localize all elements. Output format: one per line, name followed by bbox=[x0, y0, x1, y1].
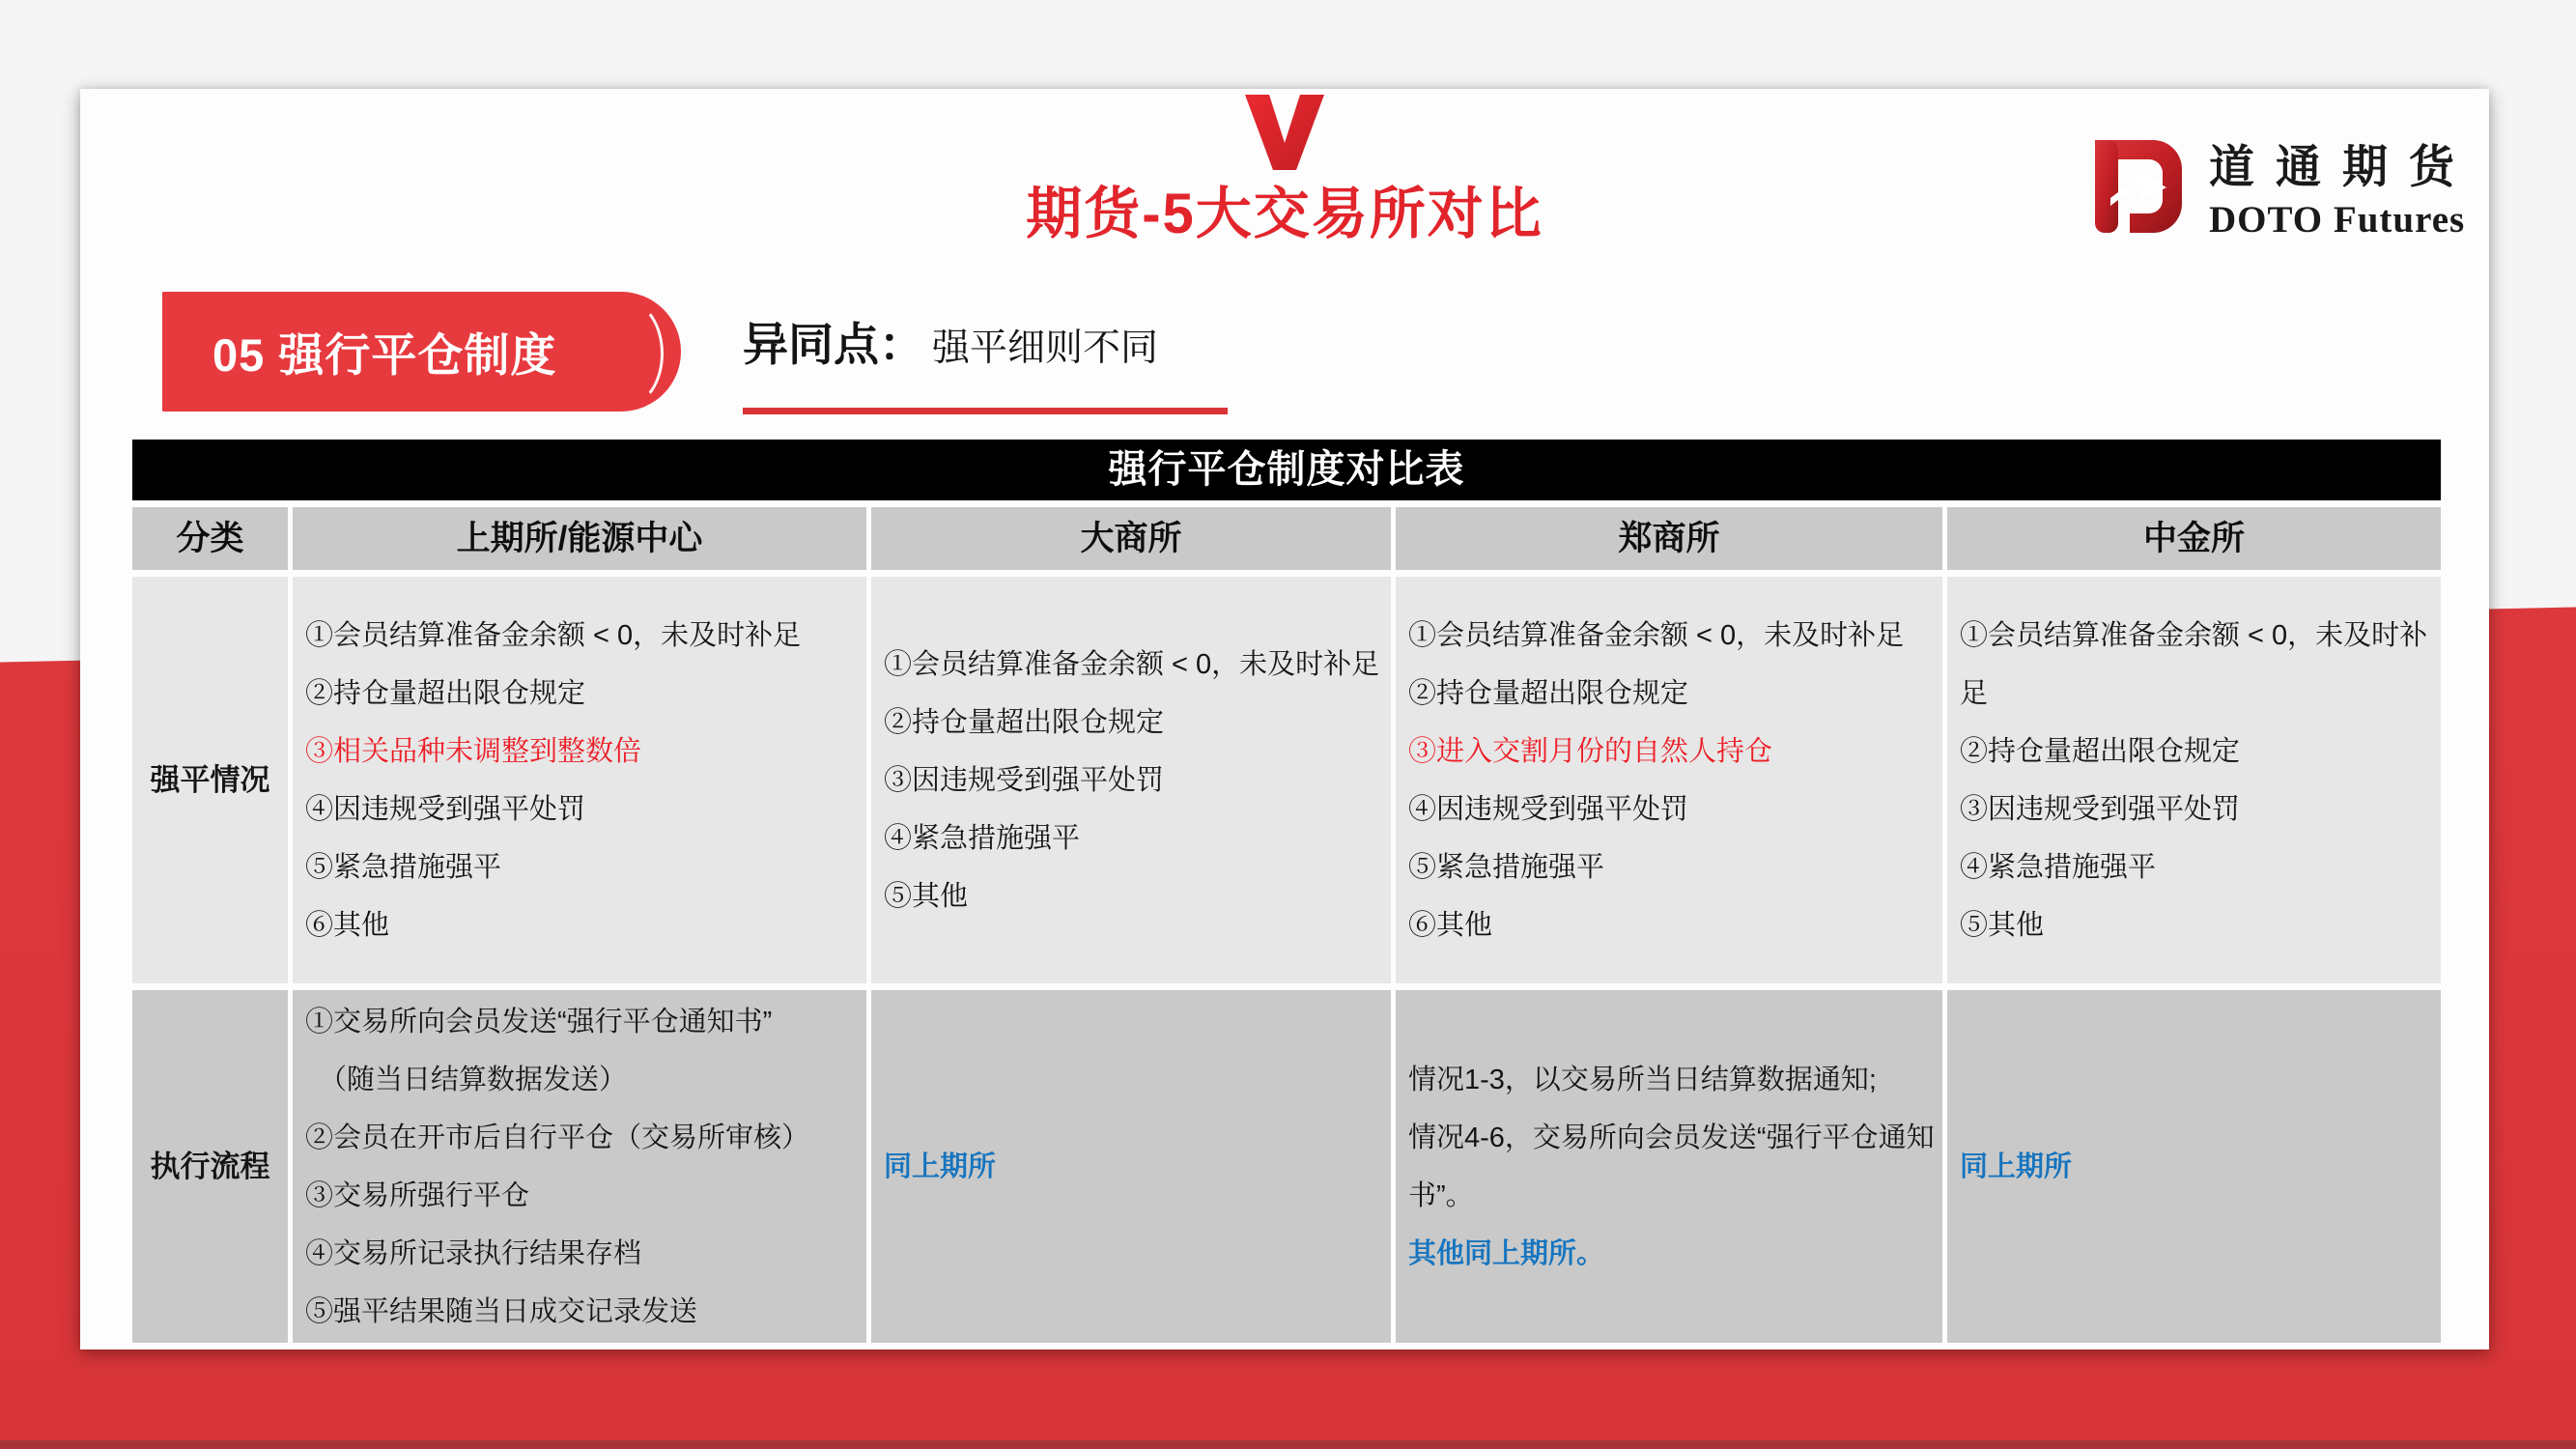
column-header-dce: 大商所 bbox=[871, 507, 1391, 570]
list-item-highlight: ③进入交割月份的自然人持仓 bbox=[1408, 735, 1773, 767]
row-label-situations: 强平情况 bbox=[132, 577, 288, 983]
background-bottom-strip bbox=[0, 1440, 2576, 1449]
list-item: ③因违规受到强平处罚 bbox=[884, 764, 1165, 796]
subtitle-underline bbox=[743, 408, 1228, 414]
cell-cffex-process bbox=[1947, 990, 2441, 1343]
list-item: ④紧急措施强平 bbox=[884, 822, 1081, 854]
list-item: ②持仓量超出限仓规定 bbox=[1960, 735, 2241, 767]
subtitle bbox=[743, 309, 1158, 374]
list-item: ②持仓量超出限仓规定 bbox=[1408, 677, 1689, 709]
same-as-shfe-note: 同上期所 bbox=[884, 1151, 997, 1182]
column-header-cffex: 中金所 bbox=[1947, 507, 2441, 570]
list-item: ①会员结算准备金余额 < 0，未及时补足 bbox=[1408, 619, 1905, 651]
list-item: ④因违规受到强平处罚 bbox=[1408, 793, 1689, 825]
same-as-shfe-note: 其他同上期所。 bbox=[1408, 1237, 1605, 1269]
list-item: （随当日结算数据发送） bbox=[319, 1064, 628, 1095]
list-item: ②持仓量超出限仓规定 bbox=[884, 706, 1165, 738]
comparison-table bbox=[132, 440, 2441, 1343]
list-item: ④因违规受到强平处罚 bbox=[305, 793, 586, 825]
cell-cffex-situations bbox=[1947, 577, 2441, 983]
logo-text bbox=[2209, 131, 2476, 242]
subtitle-label: 异同点： bbox=[743, 319, 924, 370]
list-item: ③因违规受到强平处罚 bbox=[1960, 793, 2241, 825]
list-item: ④紧急措施强平 bbox=[1960, 851, 2157, 883]
list-item: 情况4-6，交易所向会员发送“强行平仓通知书”。 bbox=[1408, 1122, 1935, 1211]
section-badge-label: 05 强行平仓制度 bbox=[212, 328, 557, 381]
list-item-highlight: ③相关品种未调整到整数倍 bbox=[305, 735, 642, 767]
cell-shfe-process bbox=[293, 990, 866, 1343]
cell-dce-process bbox=[871, 990, 1391, 1343]
list-item: 情况1-3，以交易所当日结算数据通知; bbox=[1408, 1064, 1877, 1095]
list-item: ⑤其他 bbox=[884, 880, 969, 912]
list-item: ②会员在开市后自行平仓（交易所审核） bbox=[305, 1122, 810, 1153]
column-header-shfe: 上期所/能源中心 bbox=[293, 507, 866, 570]
cell-shfe-situations bbox=[293, 577, 866, 983]
section-badge bbox=[162, 292, 681, 412]
list-item: ①交易所向会员发送“强行平仓通知书” bbox=[305, 1006, 773, 1037]
subtitle-value: 强平细则不同 bbox=[932, 327, 1159, 369]
cell-dce-situations bbox=[871, 577, 1391, 983]
doto-logo bbox=[2081, 131, 2476, 242]
same-as-shfe-note: 同上期所 bbox=[1960, 1151, 2073, 1182]
list-item: ①会员结算准备金余额 < 0，未及时补足 bbox=[1960, 619, 2428, 709]
list-item: ⑤紧急措施强平 bbox=[305, 851, 502, 883]
cell-zce-situations bbox=[1396, 577, 1942, 983]
cell-zce-process bbox=[1396, 990, 1942, 1343]
list-item: ③交易所强行平仓 bbox=[305, 1179, 530, 1211]
brand-v-icon bbox=[1243, 95, 1326, 170]
logo-english-name: DOTO Futures bbox=[2209, 199, 2466, 241]
row-label-process: 执行流程 bbox=[132, 990, 288, 1343]
doto-arrow-icon bbox=[2081, 132, 2190, 241]
page-title: 期货-5大交易所对比 bbox=[1026, 183, 1543, 245]
slide-card bbox=[80, 89, 2489, 1350]
column-header-category: 分类 bbox=[132, 507, 288, 570]
list-item: ①会员结算准备金余额 < 0，未及时补足 bbox=[884, 648, 1380, 680]
list-item: ⑤其他 bbox=[1960, 909, 2045, 941]
logo-chinese-name: 道通期货 bbox=[2209, 143, 2476, 193]
list-item: ⑤强平结果随当日成交记录发送 bbox=[305, 1295, 698, 1327]
list-item: ⑤紧急措施强平 bbox=[1408, 851, 1605, 883]
table-title: 强行平仓制度对比表 bbox=[132, 440, 2441, 500]
list-item: ⑥其他 bbox=[305, 909, 390, 941]
list-item: ④交易所记录执行结果存档 bbox=[305, 1237, 642, 1269]
list-item: ②持仓量超出限仓规定 bbox=[305, 677, 586, 709]
column-header-zce: 郑商所 bbox=[1396, 507, 1942, 570]
list-item: ①会员结算准备金余额 < 0，未及时补足 bbox=[305, 619, 802, 651]
list-item: ⑥其他 bbox=[1408, 909, 1493, 941]
